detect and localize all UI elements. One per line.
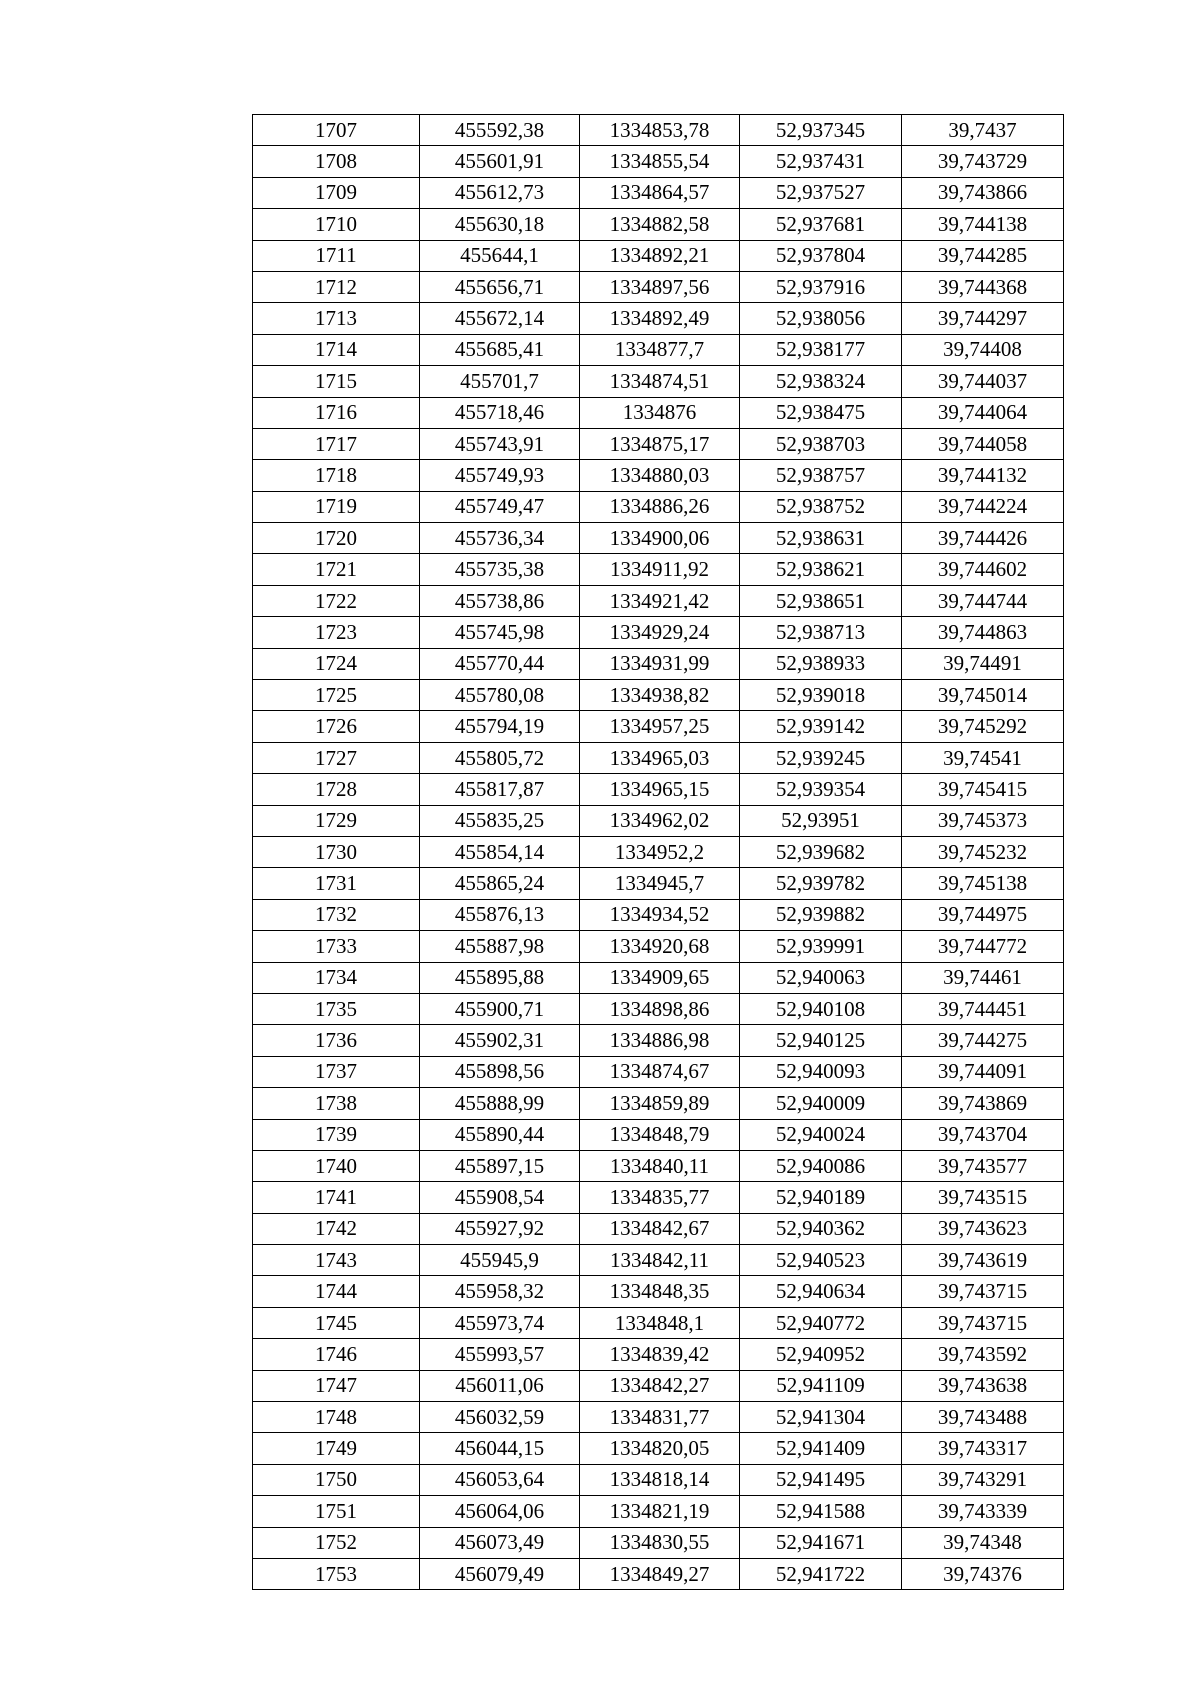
table-row <box>253 177 1064 208</box>
table-row <box>253 680 1064 711</box>
x-coordinate-cell: 455780,08 <box>420 680 580 711</box>
latitude-cell: 52,941671 <box>740 1527 902 1558</box>
table-row <box>253 899 1064 930</box>
point-number-cell: 1741 <box>253 1182 420 1213</box>
table-row <box>253 1150 1064 1181</box>
longitude-cell: 39,74376 <box>902 1558 1064 1589</box>
x-coordinate-cell: 455612,73 <box>420 177 580 208</box>
latitude-cell: 52,938933 <box>740 648 902 679</box>
x-coordinate-cell: 456079,49 <box>420 1558 580 1589</box>
longitude-cell: 39,744975 <box>902 899 1064 930</box>
longitude-cell: 39,743339 <box>902 1496 1064 1527</box>
table-row <box>253 711 1064 742</box>
point-number-cell: 1718 <box>253 460 420 491</box>
longitude-cell: 39,744132 <box>902 460 1064 491</box>
x-coordinate-cell: 455656,71 <box>420 271 580 302</box>
latitude-cell: 52,939018 <box>740 680 902 711</box>
point-number-cell: 1729 <box>253 805 420 836</box>
y-coordinate-cell: 1334965,03 <box>580 742 740 773</box>
latitude-cell: 52,941588 <box>740 1496 902 1527</box>
x-coordinate-cell: 455897,15 <box>420 1150 580 1181</box>
point-number-cell: 1734 <box>253 962 420 993</box>
y-coordinate-cell: 1334886,26 <box>580 491 740 522</box>
x-coordinate-cell: 456064,06 <box>420 1496 580 1527</box>
latitude-cell: 52,940086 <box>740 1150 902 1181</box>
table-row <box>253 648 1064 679</box>
point-number-cell: 1743 <box>253 1245 420 1276</box>
point-number-cell: 1752 <box>253 1527 420 1558</box>
y-coordinate-cell: 1334821,19 <box>580 1496 740 1527</box>
y-coordinate-cell: 1334864,57 <box>580 177 740 208</box>
x-coordinate-cell: 455749,93 <box>420 460 580 491</box>
longitude-cell: 39,744863 <box>902 617 1064 648</box>
x-coordinate-cell: 455685,41 <box>420 334 580 365</box>
x-coordinate-cell: 455854,14 <box>420 836 580 867</box>
table-row <box>253 1088 1064 1119</box>
latitude-cell: 52,940952 <box>740 1339 902 1370</box>
latitude-cell: 52,941304 <box>740 1402 902 1433</box>
coordinates-table <box>252 114 1064 1590</box>
table-row <box>253 585 1064 616</box>
y-coordinate-cell: 1334876 <box>580 397 740 428</box>
point-number-cell: 1710 <box>253 209 420 240</box>
x-coordinate-cell: 455644,1 <box>420 240 580 271</box>
longitude-cell: 39,744275 <box>902 1025 1064 1056</box>
y-coordinate-cell: 1334952,2 <box>580 836 740 867</box>
longitude-cell: 39,743488 <box>902 1402 1064 1433</box>
longitude-cell: 39,744744 <box>902 585 1064 616</box>
latitude-cell: 52,939782 <box>740 868 902 899</box>
longitude-cell: 39,744058 <box>902 428 1064 459</box>
y-coordinate-cell: 1334842,27 <box>580 1370 740 1401</box>
latitude-cell: 52,939142 <box>740 711 902 742</box>
longitude-cell: 39,744037 <box>902 366 1064 397</box>
x-coordinate-cell: 455888,99 <box>420 1088 580 1119</box>
point-number-cell: 1714 <box>253 334 420 365</box>
longitude-cell: 39,744064 <box>902 397 1064 428</box>
x-coordinate-cell: 455745,98 <box>420 617 580 648</box>
latitude-cell: 52,938713 <box>740 617 902 648</box>
longitude-cell: 39,745415 <box>902 774 1064 805</box>
longitude-cell: 39,743515 <box>902 1182 1064 1213</box>
y-coordinate-cell: 1334892,49 <box>580 303 740 334</box>
latitude-cell: 52,937527 <box>740 177 902 208</box>
x-coordinate-cell: 455630,18 <box>420 209 580 240</box>
x-coordinate-cell: 455887,98 <box>420 931 580 962</box>
longitude-cell: 39,743715 <box>902 1276 1064 1307</box>
x-coordinate-cell: 455770,44 <box>420 648 580 679</box>
latitude-cell: 52,940063 <box>740 962 902 993</box>
x-coordinate-cell: 455817,87 <box>420 774 580 805</box>
latitude-cell: 52,940108 <box>740 993 902 1024</box>
x-coordinate-cell: 455794,19 <box>420 711 580 742</box>
longitude-cell: 39,743592 <box>902 1339 1064 1370</box>
point-number-cell: 1749 <box>253 1433 420 1464</box>
x-coordinate-cell: 455898,56 <box>420 1056 580 1087</box>
longitude-cell: 39,745014 <box>902 680 1064 711</box>
point-number-cell: 1727 <box>253 742 420 773</box>
point-number-cell: 1717 <box>253 428 420 459</box>
point-number-cell: 1728 <box>253 774 420 805</box>
point-number-cell: 1750 <box>253 1464 420 1495</box>
y-coordinate-cell: 1334840,11 <box>580 1150 740 1181</box>
x-coordinate-cell: 455736,34 <box>420 523 580 554</box>
table-row <box>253 962 1064 993</box>
longitude-cell: 39,7437 <box>902 115 1064 146</box>
point-number-cell: 1708 <box>253 146 420 177</box>
point-number-cell: 1707 <box>253 115 420 146</box>
y-coordinate-cell: 1334848,35 <box>580 1276 740 1307</box>
y-coordinate-cell: 1334892,21 <box>580 240 740 271</box>
longitude-cell: 39,744224 <box>902 491 1064 522</box>
table-row <box>253 617 1064 648</box>
longitude-cell: 39,74491 <box>902 648 1064 679</box>
longitude-cell: 39,744368 <box>902 271 1064 302</box>
longitude-cell: 39,743715 <box>902 1307 1064 1338</box>
longitude-cell: 39,74541 <box>902 742 1064 773</box>
latitude-cell: 52,940523 <box>740 1245 902 1276</box>
longitude-cell: 39,74461 <box>902 962 1064 993</box>
latitude-cell: 52,938475 <box>740 397 902 428</box>
y-coordinate-cell: 1334877,7 <box>580 334 740 365</box>
coordinates-table-body <box>253 115 1064 1590</box>
x-coordinate-cell: 456073,49 <box>420 1527 580 1558</box>
latitude-cell: 52,938621 <box>740 554 902 585</box>
x-coordinate-cell: 455743,91 <box>420 428 580 459</box>
point-number-cell: 1732 <box>253 899 420 930</box>
point-number-cell: 1744 <box>253 1276 420 1307</box>
y-coordinate-cell: 1334921,42 <box>580 585 740 616</box>
x-coordinate-cell: 455718,46 <box>420 397 580 428</box>
longitude-cell: 39,744091 <box>902 1056 1064 1087</box>
x-coordinate-cell: 455958,32 <box>420 1276 580 1307</box>
point-number-cell: 1736 <box>253 1025 420 1056</box>
y-coordinate-cell: 1334842,11 <box>580 1245 740 1276</box>
y-coordinate-cell: 1334874,51 <box>580 366 740 397</box>
x-coordinate-cell: 455701,7 <box>420 366 580 397</box>
table-row <box>253 397 1064 428</box>
table-row <box>253 1496 1064 1527</box>
point-number-cell: 1733 <box>253 931 420 962</box>
x-coordinate-cell: 456044,15 <box>420 1433 580 1464</box>
latitude-cell: 52,941409 <box>740 1433 902 1464</box>
latitude-cell: 52,938177 <box>740 334 902 365</box>
y-coordinate-cell: 1334839,42 <box>580 1339 740 1370</box>
point-number-cell: 1745 <box>253 1307 420 1338</box>
latitude-cell: 52,938631 <box>740 523 902 554</box>
table-row <box>253 1056 1064 1087</box>
table-row <box>253 115 1064 146</box>
x-coordinate-cell: 455738,86 <box>420 585 580 616</box>
y-coordinate-cell: 1334897,56 <box>580 271 740 302</box>
point-number-cell: 1746 <box>253 1339 420 1370</box>
table-row <box>253 1245 1064 1276</box>
longitude-cell: 39,744297 <box>902 303 1064 334</box>
y-coordinate-cell: 1334875,17 <box>580 428 740 459</box>
longitude-cell: 39,744426 <box>902 523 1064 554</box>
latitude-cell: 52,938651 <box>740 585 902 616</box>
table-row <box>253 428 1064 459</box>
table-row <box>253 1213 1064 1244</box>
x-coordinate-cell: 456011,06 <box>420 1370 580 1401</box>
longitude-cell: 39,743291 <box>902 1464 1064 1495</box>
table-row <box>253 271 1064 302</box>
table-row <box>253 523 1064 554</box>
y-coordinate-cell: 1334855,54 <box>580 146 740 177</box>
y-coordinate-cell: 1334909,65 <box>580 962 740 993</box>
y-coordinate-cell: 1334900,06 <box>580 523 740 554</box>
point-number-cell: 1721 <box>253 554 420 585</box>
x-coordinate-cell: 455805,72 <box>420 742 580 773</box>
point-number-cell: 1739 <box>253 1119 420 1150</box>
table-row <box>253 836 1064 867</box>
y-coordinate-cell: 1334898,86 <box>580 993 740 1024</box>
x-coordinate-cell: 455973,74 <box>420 1307 580 1338</box>
point-number-cell: 1742 <box>253 1213 420 1244</box>
table-row <box>253 366 1064 397</box>
point-number-cell: 1719 <box>253 491 420 522</box>
latitude-cell: 52,941109 <box>740 1370 902 1401</box>
x-coordinate-cell: 455945,9 <box>420 1245 580 1276</box>
longitude-cell: 39,743619 <box>902 1245 1064 1276</box>
latitude-cell: 52,937804 <box>740 240 902 271</box>
latitude-cell: 52,939245 <box>740 742 902 773</box>
y-coordinate-cell: 1334945,7 <box>580 868 740 899</box>
longitude-cell: 39,744285 <box>902 240 1064 271</box>
longitude-cell: 39,745138 <box>902 868 1064 899</box>
point-number-cell: 1716 <box>253 397 420 428</box>
x-coordinate-cell: 455601,91 <box>420 146 580 177</box>
point-number-cell: 1753 <box>253 1558 420 1589</box>
point-number-cell: 1713 <box>253 303 420 334</box>
x-coordinate-cell: 455592,38 <box>420 115 580 146</box>
table-row <box>253 1464 1064 1495</box>
x-coordinate-cell: 455876,13 <box>420 899 580 930</box>
y-coordinate-cell: 1334962,02 <box>580 805 740 836</box>
x-coordinate-cell: 455865,24 <box>420 868 580 899</box>
latitude-cell: 52,939882 <box>740 899 902 930</box>
x-coordinate-cell: 455672,14 <box>420 303 580 334</box>
x-coordinate-cell: 455902,31 <box>420 1025 580 1056</box>
table-row <box>253 1370 1064 1401</box>
table-row <box>253 774 1064 805</box>
y-coordinate-cell: 1334911,92 <box>580 554 740 585</box>
latitude-cell: 52,937345 <box>740 115 902 146</box>
y-coordinate-cell: 1334920,68 <box>580 931 740 962</box>
table-row <box>253 1119 1064 1150</box>
longitude-cell: 39,743638 <box>902 1370 1064 1401</box>
latitude-cell: 52,939682 <box>740 836 902 867</box>
x-coordinate-cell: 455900,71 <box>420 993 580 1024</box>
table-row <box>253 554 1064 585</box>
table-row <box>253 1527 1064 1558</box>
y-coordinate-cell: 1334820,05 <box>580 1433 740 1464</box>
table-row <box>253 1402 1064 1433</box>
point-number-cell: 1737 <box>253 1056 420 1087</box>
longitude-cell: 39,744138 <box>902 209 1064 240</box>
latitude-cell: 52,937681 <box>740 209 902 240</box>
x-coordinate-cell: 455749,47 <box>420 491 580 522</box>
latitude-cell: 52,939991 <box>740 931 902 962</box>
table-row <box>253 334 1064 365</box>
point-number-cell: 1712 <box>253 271 420 302</box>
table-row <box>253 1307 1064 1338</box>
point-number-cell: 1711 <box>253 240 420 271</box>
y-coordinate-cell: 1334835,77 <box>580 1182 740 1213</box>
latitude-cell: 52,940189 <box>740 1182 902 1213</box>
table-row <box>253 1182 1064 1213</box>
y-coordinate-cell: 1334880,03 <box>580 460 740 491</box>
table-row <box>253 240 1064 271</box>
y-coordinate-cell: 1334818,14 <box>580 1464 740 1495</box>
y-coordinate-cell: 1334957,25 <box>580 711 740 742</box>
latitude-cell: 52,941495 <box>740 1464 902 1495</box>
longitude-cell: 39,743704 <box>902 1119 1064 1150</box>
longitude-cell: 39,743866 <box>902 177 1064 208</box>
x-coordinate-cell: 455908,54 <box>420 1182 580 1213</box>
x-coordinate-cell: 455895,88 <box>420 962 580 993</box>
point-number-cell: 1751 <box>253 1496 420 1527</box>
point-number-cell: 1730 <box>253 836 420 867</box>
y-coordinate-cell: 1334853,78 <box>580 115 740 146</box>
longitude-cell: 39,744602 <box>902 554 1064 585</box>
latitude-cell: 52,938752 <box>740 491 902 522</box>
y-coordinate-cell: 1334849,27 <box>580 1558 740 1589</box>
y-coordinate-cell: 1334842,67 <box>580 1213 740 1244</box>
x-coordinate-cell: 456032,59 <box>420 1402 580 1433</box>
table-row <box>253 993 1064 1024</box>
y-coordinate-cell: 1334886,98 <box>580 1025 740 1056</box>
latitude-cell: 52,93951 <box>740 805 902 836</box>
point-number-cell: 1731 <box>253 868 420 899</box>
latitude-cell: 52,941722 <box>740 1558 902 1589</box>
table-row <box>253 1339 1064 1370</box>
point-number-cell: 1715 <box>253 366 420 397</box>
latitude-cell: 52,938757 <box>740 460 902 491</box>
longitude-cell: 39,744772 <box>902 931 1064 962</box>
latitude-cell: 52,940362 <box>740 1213 902 1244</box>
longitude-cell: 39,745292 <box>902 711 1064 742</box>
y-coordinate-cell: 1334882,58 <box>580 209 740 240</box>
point-number-cell: 1740 <box>253 1150 420 1181</box>
latitude-cell: 52,940125 <box>740 1025 902 1056</box>
longitude-cell: 39,743869 <box>902 1088 1064 1119</box>
point-number-cell: 1725 <box>253 680 420 711</box>
x-coordinate-cell: 455927,92 <box>420 1213 580 1244</box>
latitude-cell: 52,938056 <box>740 303 902 334</box>
y-coordinate-cell: 1334831,77 <box>580 1402 740 1433</box>
latitude-cell: 52,940009 <box>740 1088 902 1119</box>
y-coordinate-cell: 1334931,99 <box>580 648 740 679</box>
x-coordinate-cell: 455993,57 <box>420 1339 580 1370</box>
point-number-cell: 1747 <box>253 1370 420 1401</box>
latitude-cell: 52,937916 <box>740 271 902 302</box>
point-number-cell: 1738 <box>253 1088 420 1119</box>
longitude-cell: 39,745373 <box>902 805 1064 836</box>
latitude-cell: 52,938703 <box>740 428 902 459</box>
table-row <box>253 1433 1064 1464</box>
point-number-cell: 1723 <box>253 617 420 648</box>
table-row <box>253 1276 1064 1307</box>
longitude-cell: 39,743623 <box>902 1213 1064 1244</box>
latitude-cell: 52,940024 <box>740 1119 902 1150</box>
table-row <box>253 491 1064 522</box>
y-coordinate-cell: 1334830,55 <box>580 1527 740 1558</box>
table-row <box>253 460 1064 491</box>
x-coordinate-cell: 455735,38 <box>420 554 580 585</box>
table-row <box>253 303 1064 334</box>
latitude-cell: 52,940772 <box>740 1307 902 1338</box>
y-coordinate-cell: 1334848,79 <box>580 1119 740 1150</box>
longitude-cell: 39,743729 <box>902 146 1064 177</box>
point-number-cell: 1748 <box>253 1402 420 1433</box>
point-number-cell: 1735 <box>253 993 420 1024</box>
x-coordinate-cell: 455890,44 <box>420 1119 580 1150</box>
point-number-cell: 1709 <box>253 177 420 208</box>
latitude-cell: 52,938324 <box>740 366 902 397</box>
table-row <box>253 1558 1064 1589</box>
table-row <box>253 805 1064 836</box>
latitude-cell: 52,940634 <box>740 1276 902 1307</box>
x-coordinate-cell: 455835,25 <box>420 805 580 836</box>
point-number-cell: 1720 <box>253 523 420 554</box>
latitude-cell: 52,940093 <box>740 1056 902 1087</box>
point-number-cell: 1724 <box>253 648 420 679</box>
y-coordinate-cell: 1334934,52 <box>580 899 740 930</box>
longitude-cell: 39,743317 <box>902 1433 1064 1464</box>
y-coordinate-cell: 1334859,89 <box>580 1088 740 1119</box>
table-row <box>253 146 1064 177</box>
latitude-cell: 52,939354 <box>740 774 902 805</box>
point-number-cell: 1722 <box>253 585 420 616</box>
point-number-cell: 1726 <box>253 711 420 742</box>
table-row <box>253 742 1064 773</box>
table-row <box>253 209 1064 240</box>
table-row <box>253 868 1064 899</box>
latitude-cell: 52,937431 <box>740 146 902 177</box>
y-coordinate-cell: 1334848,1 <box>580 1307 740 1338</box>
y-coordinate-cell: 1334874,67 <box>580 1056 740 1087</box>
longitude-cell: 39,744451 <box>902 993 1064 1024</box>
longitude-cell: 39,743577 <box>902 1150 1064 1181</box>
table-row <box>253 1025 1064 1056</box>
longitude-cell: 39,74408 <box>902 334 1064 365</box>
x-coordinate-cell: 456053,64 <box>420 1464 580 1495</box>
table-row <box>253 931 1064 962</box>
longitude-cell: 39,745232 <box>902 836 1064 867</box>
longitude-cell: 39,74348 <box>902 1527 1064 1558</box>
y-coordinate-cell: 1334929,24 <box>580 617 740 648</box>
y-coordinate-cell: 1334938,82 <box>580 680 740 711</box>
y-coordinate-cell: 1334965,15 <box>580 774 740 805</box>
